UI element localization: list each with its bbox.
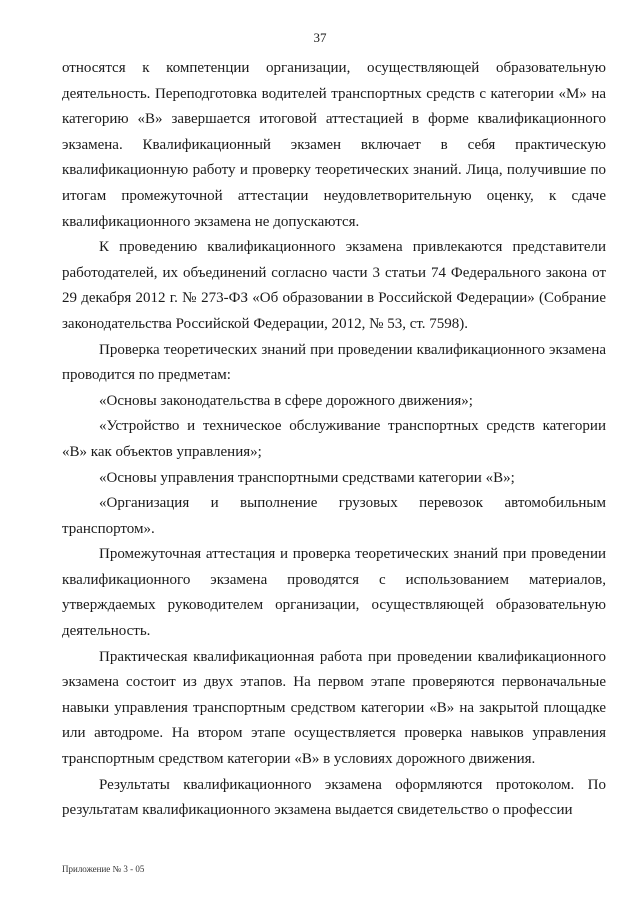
paragraph-intermediate-attestation: Промежуточная аттестация и проверка теоретических знаний при проведении квалификационного экзамена проводятся с использованием материалов, утверждаемых руководителем организации, осуществляющей образовательную деятельность. (62, 546, 606, 640)
paragraph-results: Результаты квалификационного экзамена оформляются протоколом. По результатам квалификационного экзамена выдается свидетельство о професcии (62, 776, 606, 819)
subject-item-cargo-transport: «Организация и выполнение грузовых перевозок автомобильным транспортом». (62, 495, 606, 537)
paragraph-practical-work: Практическая квалификационная работа при проведении квалификационного экзамена состоит из двух этапов. На первом этапе проверяются первоначальные навыки управления транспортным средством категории «В» на закрытой площадке или автодроме. На втором этапе осуществляется проверка навыков управления транспортным средством категории «В» в условиях дорожного движения. (62, 648, 606, 768)
subject-item-driving-basics: «Основы управления транспортными средствами категории «В»; (99, 469, 515, 486)
subject-item-legislation: «Основы законодательства в сфере дорожного движения»; (99, 392, 473, 409)
document-body (62, 56, 606, 824)
subject-item-vehicle-device: «Устройство и техническое обслуживание транспортных средств категории «В» как объектов управления»; (62, 418, 606, 460)
paragraph-continuation: относятся к компетенции организации, осуществляющей образовательную деятельность. Переподготовка водителей транспортных средств с категории «М» на категорию «В» завершается итоговой аттестацией в форме квалификационного экзамена. Квалификационный экзамен включает в себя практическую квалификационную работу и проверку теоретических знаний. Лица, получившие по итогам промежуточной аттестации неудовлетворительную оценку, к сдаче квалификационного экзамена не допускаются. (62, 60, 606, 230)
paragraph-exam-representatives: К проведению квалификационного экзамена привлекаются представители работодателей, их объединений согласно части 3 статьи 74 Федерального закона от 29 декабря 2012 г. № 273-ФЗ «Об образовании в Российской Федерации» (Собрание законодательства Российской Федерации, 2012, № 53, ст. 7598). (62, 239, 606, 332)
page-number: 37 (313, 30, 327, 45)
page-footer: Приложение № 3 - 05 (62, 864, 145, 874)
paragraph-theory-check: Проверка теоретических знаний при проведении квалификационного экзамена проводится по предметам: (62, 341, 606, 384)
